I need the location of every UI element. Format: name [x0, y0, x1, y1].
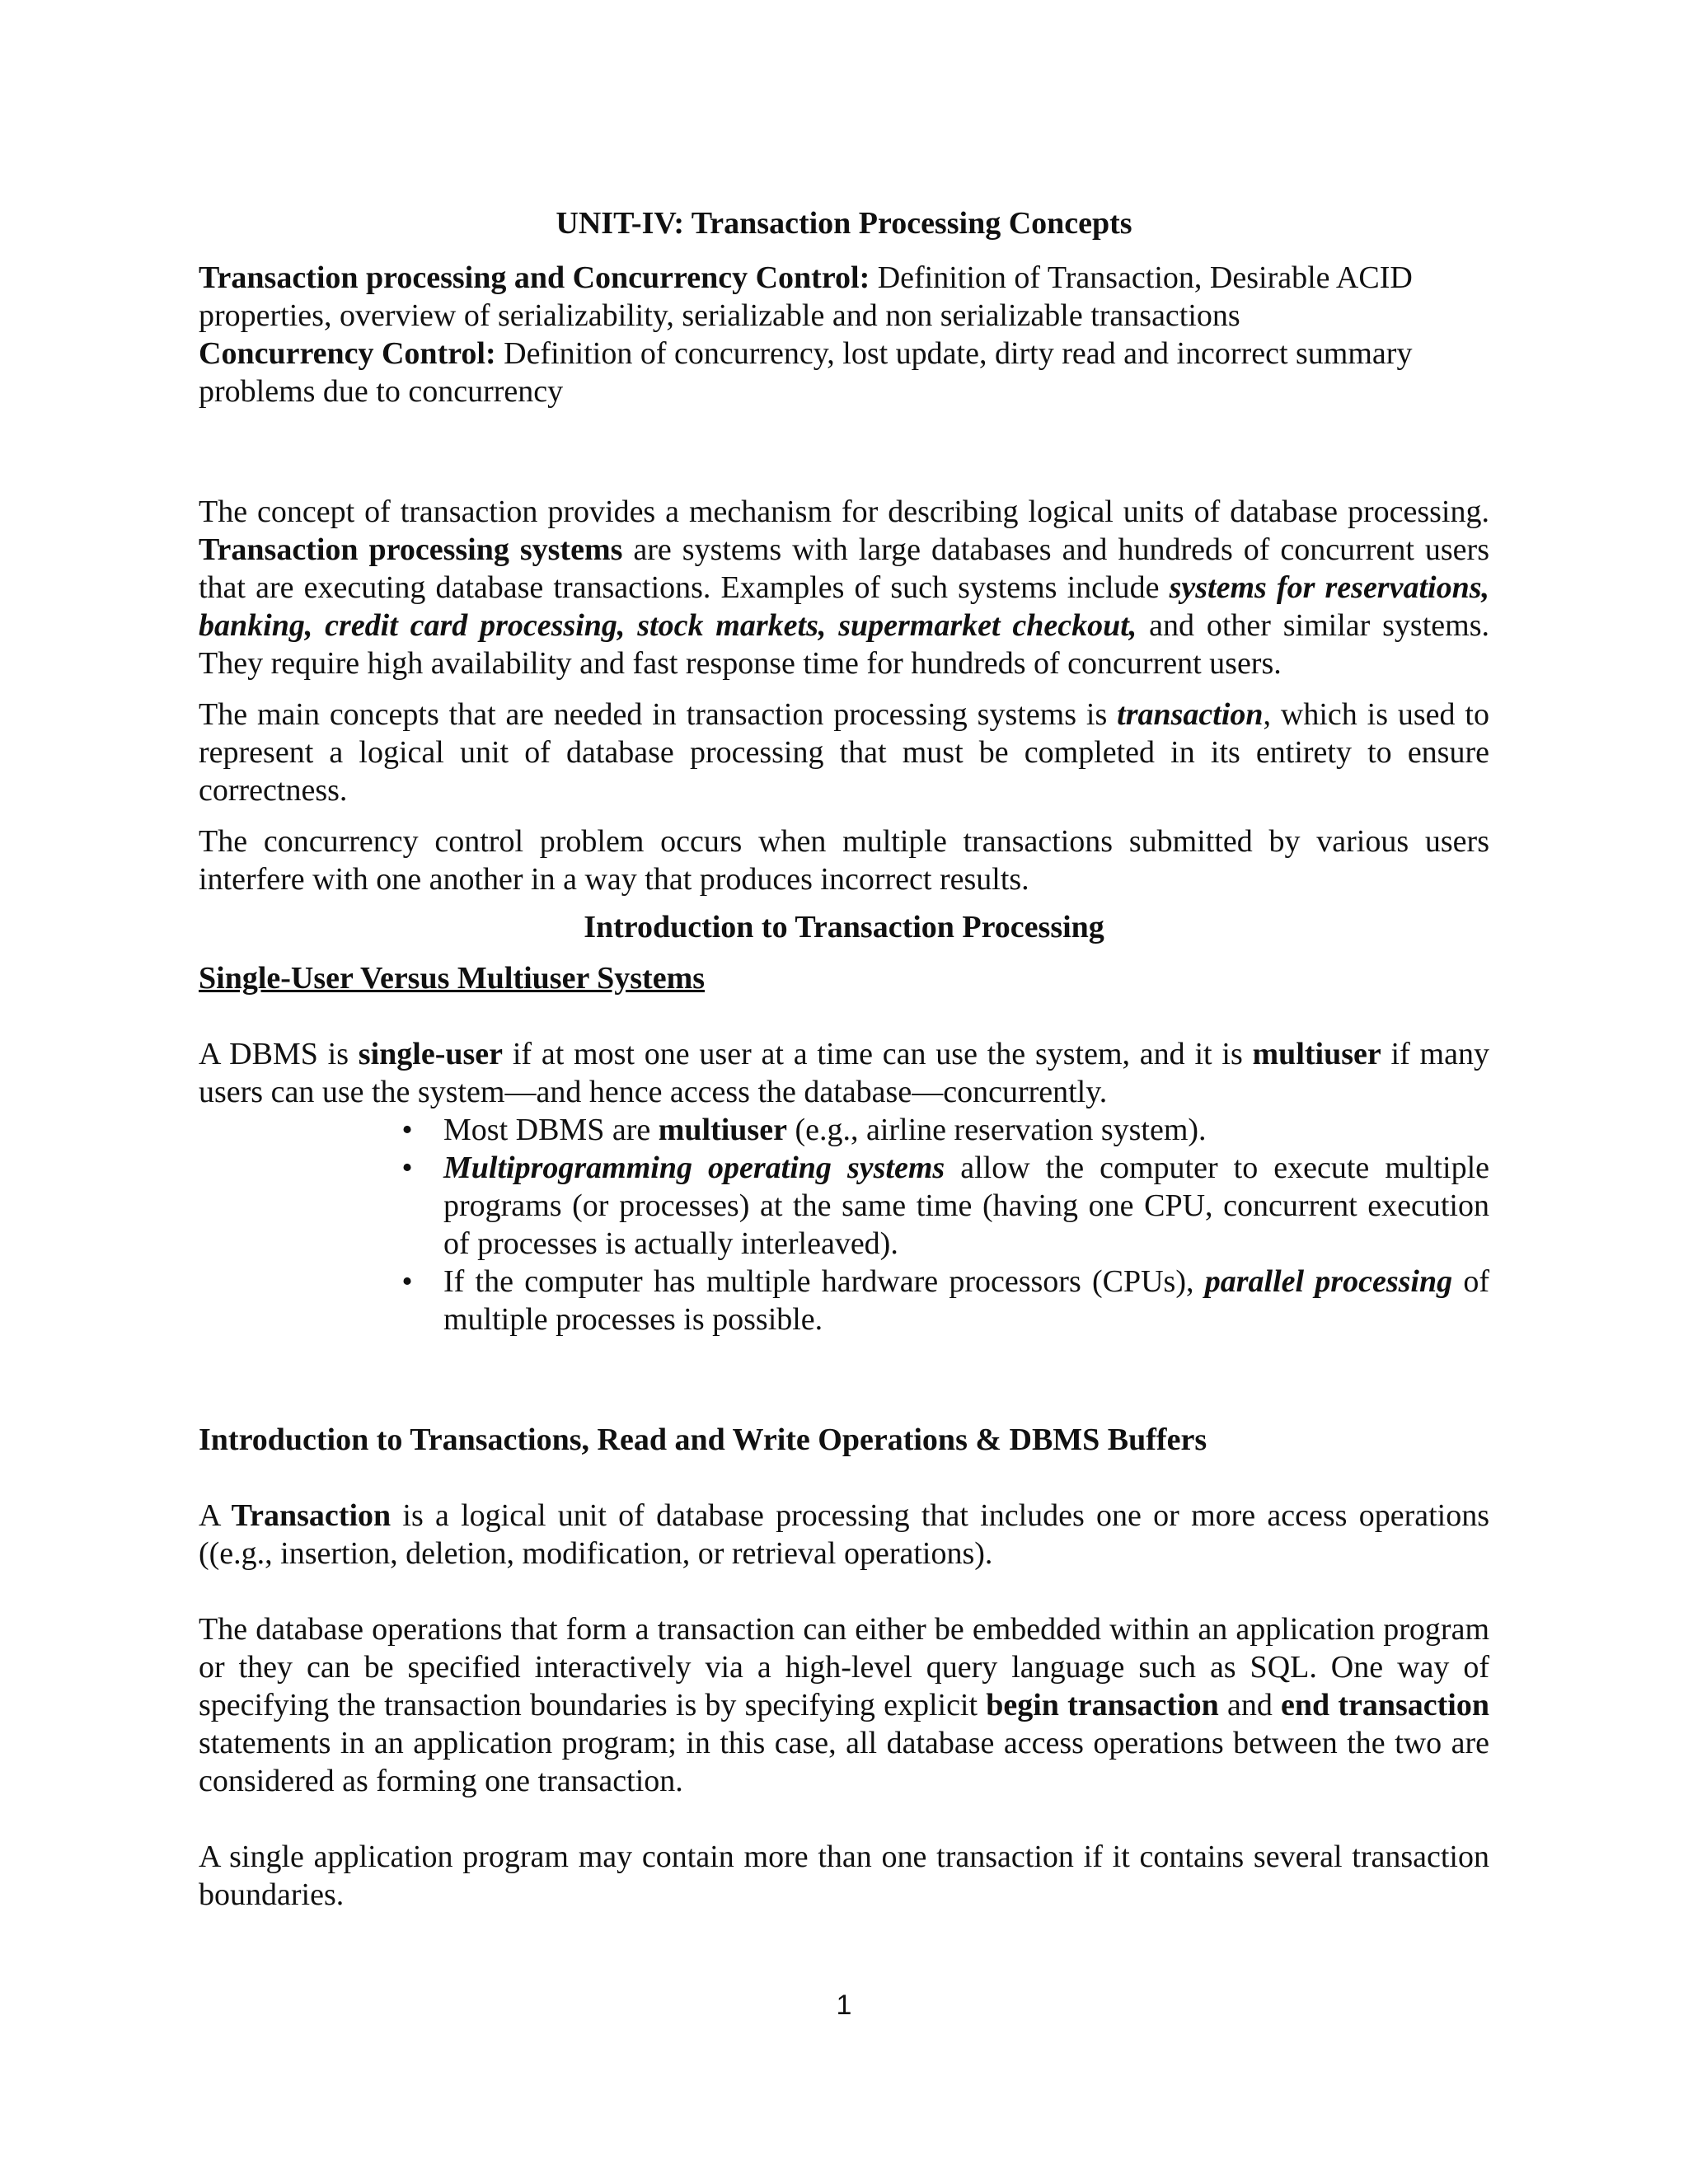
text-run: if at most one user at a time can use the system, and it is [503, 1037, 1253, 1071]
text-run: of multiple processes is possible. [443, 1264, 1489, 1337]
page-number: 1 [836, 1990, 852, 2021]
text-run: is a logical unit of database processing that includes one or more access operations ((e.g., insertion, deletion, modification, or retrieval operations). [199, 1498, 1489, 1571]
bold-italic-term: transaction [1117, 697, 1264, 732]
bold-term: Transaction [231, 1498, 392, 1533]
bullet-list [391, 1111, 1489, 1338]
text-run: , which is used to represent a logical unit of database processing that must be completed in its entirety to ensure correctness. [199, 697, 1489, 808]
text-run: statements in an application program; in this case, all database access operations between the two are considered as forming one transaction. [199, 1726, 1489, 1798]
bold-term: single-user [358, 1037, 504, 1071]
text-run: are systems with large databases and hundreds of concurrent users that are executing database transactions. Examples of such systems include [199, 532, 1489, 605]
text-run: and [1218, 1688, 1281, 1722]
text-run: The concept of transaction provides a mechanism for describing logical units of database processing. [199, 494, 1489, 529]
text-run: if many users can use the system—and hence access the database—concurrently. [199, 1037, 1489, 1109]
bullet-icon: • [401, 1151, 413, 1185]
text-run: (e.g., airline reservation system). [786, 1113, 1207, 1147]
bold-term: multiuser [1252, 1037, 1381, 1071]
paragraph-dbms-users [199, 1035, 1489, 1111]
heading-single-multi-user: Single-User Versus Multiuser Systems [199, 961, 706, 996]
paragraph-concurrency-problem: The concurrency control problem occurs when multiple transactions submitted by various users interfere with one another in a way that produces incorrect results. [199, 824, 1489, 897]
heading-intro-transactions: Introduction to Transactions, Read and Write Operations & DBMS Buffers [199, 1422, 1207, 1457]
text-run: Most DBMS are [443, 1113, 659, 1147]
text-column [199, 204, 1489, 1914]
list-item [391, 1149, 1489, 1263]
bullet-icon: • [401, 1113, 413, 1147]
bold-term: Transaction processing systems [199, 532, 623, 567]
syllabus-block [199, 259, 1489, 410]
text-run: The main concepts that are needed in transaction processing systems is [199, 697, 1118, 732]
bold-italic-term: Multiprogramming operating systems [443, 1151, 945, 1185]
paragraph-main-concepts [199, 696, 1489, 809]
bold-italic-term: parallel processing [1204, 1264, 1453, 1299]
bold-term: end transaction [1281, 1688, 1489, 1722]
heading-intro-transaction-processing: Introduction to Transaction Processing [584, 910, 1104, 944]
text-run: The database operations that form a transaction can either be embedded within an application program or they can be specified interactively via a high-level query language such as SQL. One way of specifying the transaction boundaries is by specifying explicit [199, 1612, 1489, 1722]
paragraph-transaction-boundaries [199, 1610, 1489, 1800]
list-item [391, 1111, 1489, 1149]
paragraph-transaction-definition [199, 1497, 1489, 1572]
syllabus-line-transaction [199, 259, 1489, 335]
syllabus-text-concurrency: Definition of concurrency, lost update, dirty read and incorrect summary problems due to concurrency [199, 336, 1413, 409]
bold-italic-term: systems for reservations, banking, credit card processing, stock markets, supermarket checkout, [199, 570, 1489, 643]
paragraph-multiple-transactions: A single application program may contain more than one transaction if it contains several transaction boundaries. [199, 1840, 1489, 1912]
paragraph-transaction-concept [199, 493, 1489, 682]
bold-term: multiuser [658, 1113, 787, 1147]
syllabus-label-transaction: Transaction processing and Concurrency Control: [199, 260, 870, 295]
text-run: and other similar systems. They require high availability and fast response time for hundreds of concurrent users. [199, 608, 1489, 681]
bullet-icon: • [401, 1264, 413, 1299]
list-item [391, 1263, 1489, 1338]
syllabus-line-concurrency [199, 335, 1489, 410]
page-title: UNIT-IV: Transaction Processing Concepts [556, 206, 1132, 241]
text-run: If the computer has multiple hardware processors (CPUs), [443, 1264, 1205, 1299]
syllabus-label-concurrency: Concurrency Control: [199, 336, 496, 371]
bold-term: begin transaction [986, 1688, 1219, 1722]
text-run: A DBMS is [199, 1037, 359, 1071]
syllabus-text-transaction: Definition of Transaction, Desirable ACID properties, overview of serializability, serializable and non serializable transactions [199, 260, 1413, 333]
text-run: allow the computer to execute multiple programs (or processes) at the same time (having one CPU, concurrent execution of processes is actually interleaved). [443, 1151, 1489, 1261]
text-run: A [199, 1498, 232, 1533]
